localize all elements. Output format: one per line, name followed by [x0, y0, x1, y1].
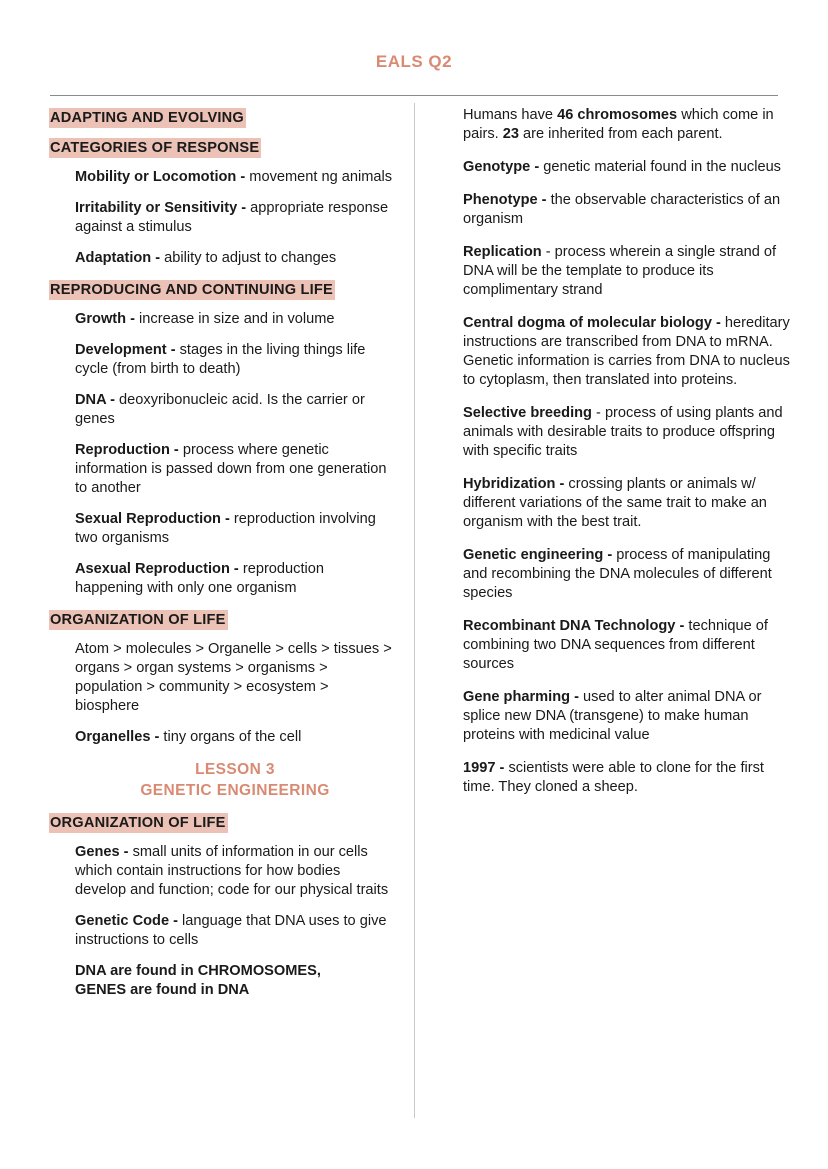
title-divider — [50, 95, 778, 96]
term-entry — [75, 510, 395, 548]
heading-categories-of-response: CATEGORIES OF RESPONSE — [50, 140, 260, 156]
chromosome-intro — [463, 106, 793, 144]
term-label: Irritability or Sensitivity - — [75, 200, 247, 216]
term-definition: genetic material found in the nucleus — [539, 159, 781, 175]
term-entry — [463, 617, 793, 674]
term-definition: process where genetic information is passed down from one generation to another — [75, 442, 387, 496]
lesson-name: GENETIC ENGINEERING — [140, 782, 330, 799]
term-entry — [463, 158, 793, 177]
term-label: Phenotype - — [463, 192, 547, 208]
term-label: DNA - — [75, 392, 115, 408]
intro-text: which come in pairs. — [463, 107, 774, 142]
term-definition: deoxyribonucleic acid. Is the carrier or genes — [75, 392, 365, 427]
term-label: Selective breeding — [463, 405, 592, 421]
term-label: Adaptation - — [75, 250, 161, 266]
heading-organization-of-life: ORGANIZATION OF LIFE — [50, 612, 226, 628]
term-label: Gene pharming - — [463, 689, 579, 705]
term-label: Organelles - — [75, 729, 160, 745]
term-label: Growth - — [75, 311, 135, 327]
term-label: Replication — [463, 244, 542, 260]
term-definition: small units of information in our cells which contain instructions for how bodies develop and function; code for our physical traits — [75, 844, 389, 898]
term-entry — [75, 441, 395, 498]
term-entry — [463, 759, 793, 797]
term-definition: scientists were able to clone for the first time. They cloned a sheep. — [463, 760, 764, 795]
term-entry — [75, 912, 395, 950]
term-definition: technique of combining two DNA sequences from different sources — [463, 618, 768, 672]
heading-reproducing-continuing-life: REPRODUCING AND CONTINUING LIFE — [50, 282, 333, 298]
term-entry — [75, 560, 395, 598]
term-definition: stages in the living things life cycle (from birth to death) — [75, 342, 366, 377]
term-entry — [75, 168, 395, 187]
term-entry — [75, 310, 395, 329]
term-definition: reproduction involving two organisms — [75, 511, 376, 546]
term-entry — [75, 843, 395, 900]
term-definition: - process of using plants and animals with desirable traits to produce offspring with specific traits — [463, 405, 783, 459]
term-definition: the observable characteristics of an organism — [463, 192, 781, 227]
term-label: Recombinant DNA Technology - — [463, 618, 685, 634]
term-label: Genetic Code - — [75, 913, 178, 929]
term-definition: appropriate response against a stimulus — [75, 200, 389, 235]
lesson-title — [75, 759, 395, 801]
dna-chromosome-note — [75, 962, 395, 1000]
term-entry — [75, 391, 395, 429]
term-label: Genetic engineering - — [463, 547, 613, 563]
heading-adapting-evolving: ADAPTING AND EVOLVING — [50, 110, 244, 126]
intro-text: Humans have — [463, 107, 558, 123]
lesson-number: LESSON 3 — [195, 761, 275, 778]
term-entry — [463, 546, 793, 603]
organization-hierarchy: Atom > molecules > Organelle > cells > tissues > organs > organ systems > organisms > population > community > ecosystem > biosphere — [75, 641, 392, 714]
term-definition: - process wherein a single strand of DNA will be the template to produce its complimentary strand — [463, 244, 777, 298]
term-entry — [75, 199, 395, 237]
term-definition: reproduction happening with only one organism — [75, 561, 324, 596]
term-entry — [75, 341, 395, 379]
term-definition: movement ng animals — [245, 169, 393, 185]
term-label: Genes - — [75, 844, 129, 860]
term-label: Development - — [75, 342, 176, 358]
term-entry — [463, 475, 793, 532]
term-entry — [463, 243, 793, 300]
dna-note-line-1: DNA are found in CHROMOSOMES, — [75, 963, 321, 979]
term-label: Hybridization - — [463, 476, 565, 492]
term-entry — [463, 688, 793, 745]
term-definition: hereditary instructions are transcribed from DNA to mRNA. Genetic information is carries from DNA to nucleus to cytoplasm, then translated into proteins. — [463, 315, 790, 388]
term-entry — [75, 249, 395, 268]
intro-bold-chromosomes: 46 chromosomes — [557, 107, 678, 123]
dna-note-line-2: GENES are found in DNA — [75, 982, 250, 998]
heading-organization-of-life-2: ORGANIZATION OF LIFE — [50, 815, 226, 831]
term-definition: crossing plants or animals w/ different variations of the same trait to make an organism with the best trait. — [463, 476, 767, 530]
term-label: Sexual Reproduction - — [75, 511, 230, 527]
column-divider — [414, 103, 415, 1118]
intro-bold-count: 23 — [502, 126, 519, 142]
term-entry — [463, 404, 793, 461]
right-column — [463, 106, 793, 811]
term-entry — [463, 191, 793, 229]
term-definition: tiny organs of the cell — [159, 729, 302, 745]
term-label: Reproduction - — [75, 442, 179, 458]
term-definition: increase in size and in volume — [135, 311, 335, 327]
term-definition: used to alter animal DNA or splice new DNA (transgene) to make human proteins with medicinal value — [463, 689, 762, 743]
left-column — [50, 106, 395, 1012]
term-definition: ability to adjust to changes — [160, 250, 337, 266]
term-entry — [75, 728, 395, 747]
term-label: 1997 - — [463, 760, 505, 776]
term-definition: process of manipulating and recombining the DNA molecules of different species — [463, 547, 772, 601]
term-label: Asexual Reproduction - — [75, 561, 239, 577]
intro-text: are inherited from each parent. — [518, 126, 723, 142]
term-definition: language that DNA uses to give instructions to cells — [75, 913, 387, 948]
term-label: Mobility or Locomotion - — [75, 169, 246, 185]
page-title: EALS Q2 — [375, 52, 453, 71]
term-label: Central dogma of molecular biology - — [463, 315, 721, 331]
term-entry — [463, 314, 793, 390]
term-label: Genotype - — [463, 159, 540, 175]
